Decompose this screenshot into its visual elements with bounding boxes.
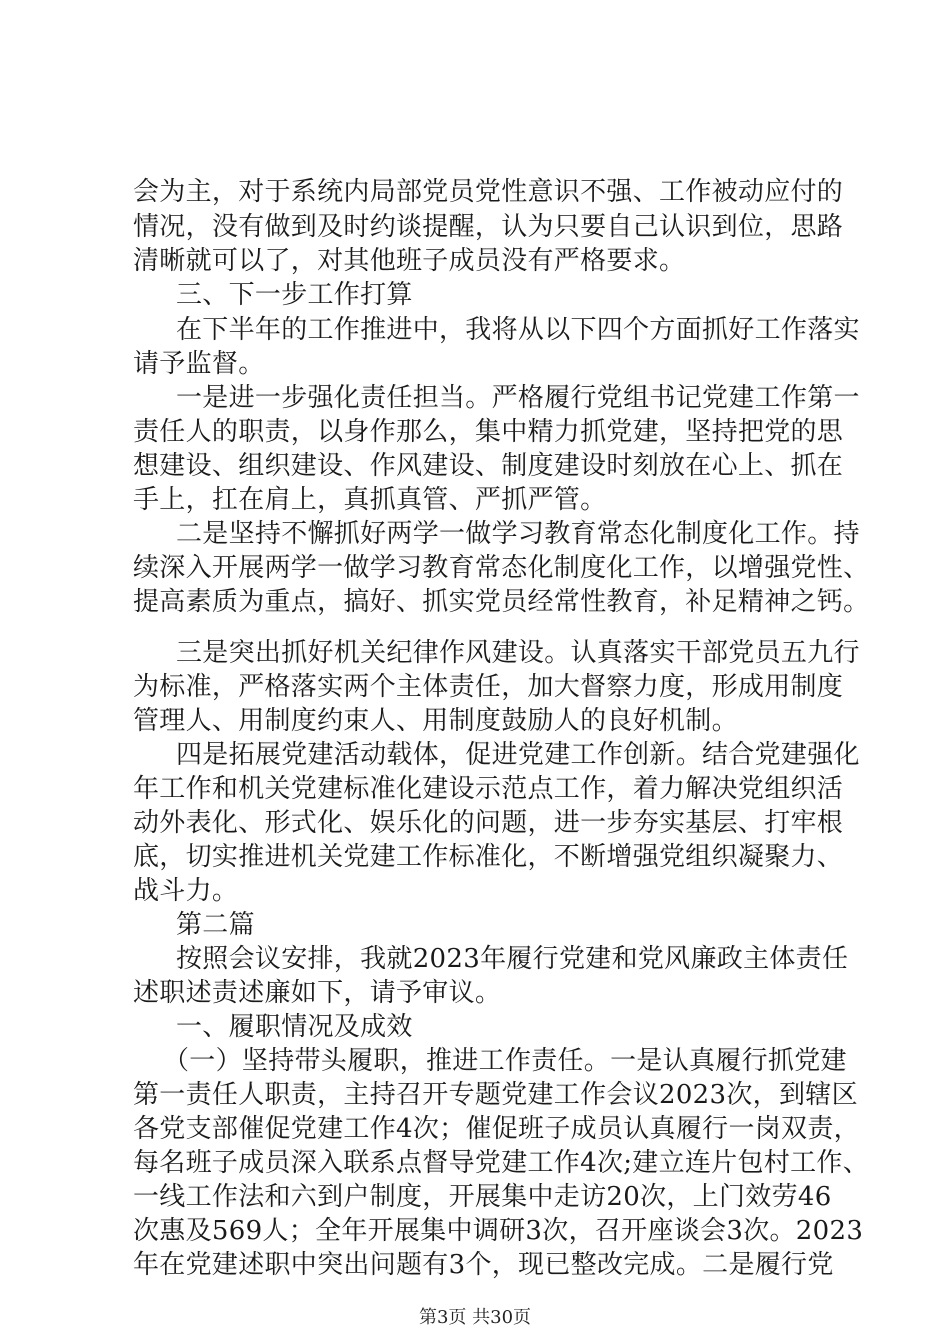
paragraph-line: 二是坚持不懈抓好两学一做学习教育常态化制度化工作。持 xyxy=(176,519,860,549)
paragraph-line: 年工作和机关党建标准化建设示范点工作，着力解决党组织活 xyxy=(133,774,844,804)
paragraph-line: 每名班子成员深入联系点督导党建工作4次;建立连片包村工作、 xyxy=(133,1148,870,1178)
paragraph-line: 次惠及569人；全年开展集中调研3次，召开座谈会3次。2023 xyxy=(133,1216,864,1246)
paragraph-line: 战斗力。 xyxy=(133,876,239,906)
paragraph-line: 想建设、组织建设、作风建设、制度建设时刻放在心上、抓在 xyxy=(133,451,844,481)
paragraph-line: 底，切实推进机关党建工作标准化，不断增强党组织凝聚力、 xyxy=(133,842,844,872)
chapter-heading: 第二篇 xyxy=(176,910,255,940)
paragraph-line: 述职述责述廉如下，请予审议。 xyxy=(133,978,502,1008)
paragraph-line: 各党支部催促党建工作4次；催促班子成员认真履行一岗双责， xyxy=(133,1114,860,1144)
paragraph-line: 情况，没有做到及时约谈提醒，认为只要自己认识到位，思路 xyxy=(133,212,844,242)
paragraph-line: 请予监督。 xyxy=(133,349,265,379)
paragraph-line: 手上，扛在肩上，真抓真管、严抓严管。 xyxy=(133,485,607,515)
paragraph-line: 按照会议安排，我就2023年履行党建和党风廉政主体责任 xyxy=(176,944,849,974)
paragraph-line: 提高素质为重点，搞好、抓实党员经常性教育，补足精神之钙。 xyxy=(133,587,870,617)
paragraph-line: 在下半年的工作推进中，我将从以下四个方面抓好工作落实 xyxy=(176,315,860,345)
paragraph-line: 为标准，严格落实两个主体责任，加大督察力度，形成用制度 xyxy=(133,672,844,702)
paragraph-line: 会为主，对于系统内局部党员党性意识不强、工作被动应付的 xyxy=(133,177,844,207)
paragraph-line: 清晰就可以了，对其他班子成员没有严格要求。 xyxy=(133,246,686,276)
paragraph-line: 一线工作法和六到户制度，开展集中走访20次，上门效劳46 xyxy=(133,1182,832,1212)
paragraph-line: 一是进一步强化责任担当。严格履行党组书记党建工作第一 xyxy=(176,383,860,413)
paragraph-line: （一）坚持带头履职，推进工作责任。一是认真履行抓党建 xyxy=(163,1046,847,1076)
page-number-footer: 第3页 共30页 xyxy=(418,1307,532,1328)
paragraph-line: 四是拓展党建活动载体，促进党建工作创新。结合党建强化 xyxy=(176,740,860,770)
section-heading: 一、履职情况及成效 xyxy=(176,1012,413,1042)
paragraph-line: 第一责任人职责，主持召开专题党建工作会议2023次，到辖区 xyxy=(133,1080,858,1110)
paragraph-line: 年在党建述职中突出问题有3个，现已整改完成。二是履行党 xyxy=(133,1250,834,1280)
paragraph-line: 管理人、用制度约束人、用制度鼓励人的良好机制。 xyxy=(133,706,738,736)
paragraph-line: 三是突出抓好机关纪律作风建设。认真落实干部党员五九行 xyxy=(176,638,860,668)
paragraph-line: 续深入开展两学一做学习教育常态化制度化工作，以增强党性、 xyxy=(133,553,870,583)
section-heading: 三、下一步工作打算 xyxy=(176,280,413,310)
paragraph-line: 责任人的职责，以身作那么，集中精力抓党建，坚持把党的思 xyxy=(133,417,844,447)
paragraph-line: 动外表化、形式化、娱乐化的问题，进一步夯实基层、打牢根 xyxy=(133,808,844,838)
